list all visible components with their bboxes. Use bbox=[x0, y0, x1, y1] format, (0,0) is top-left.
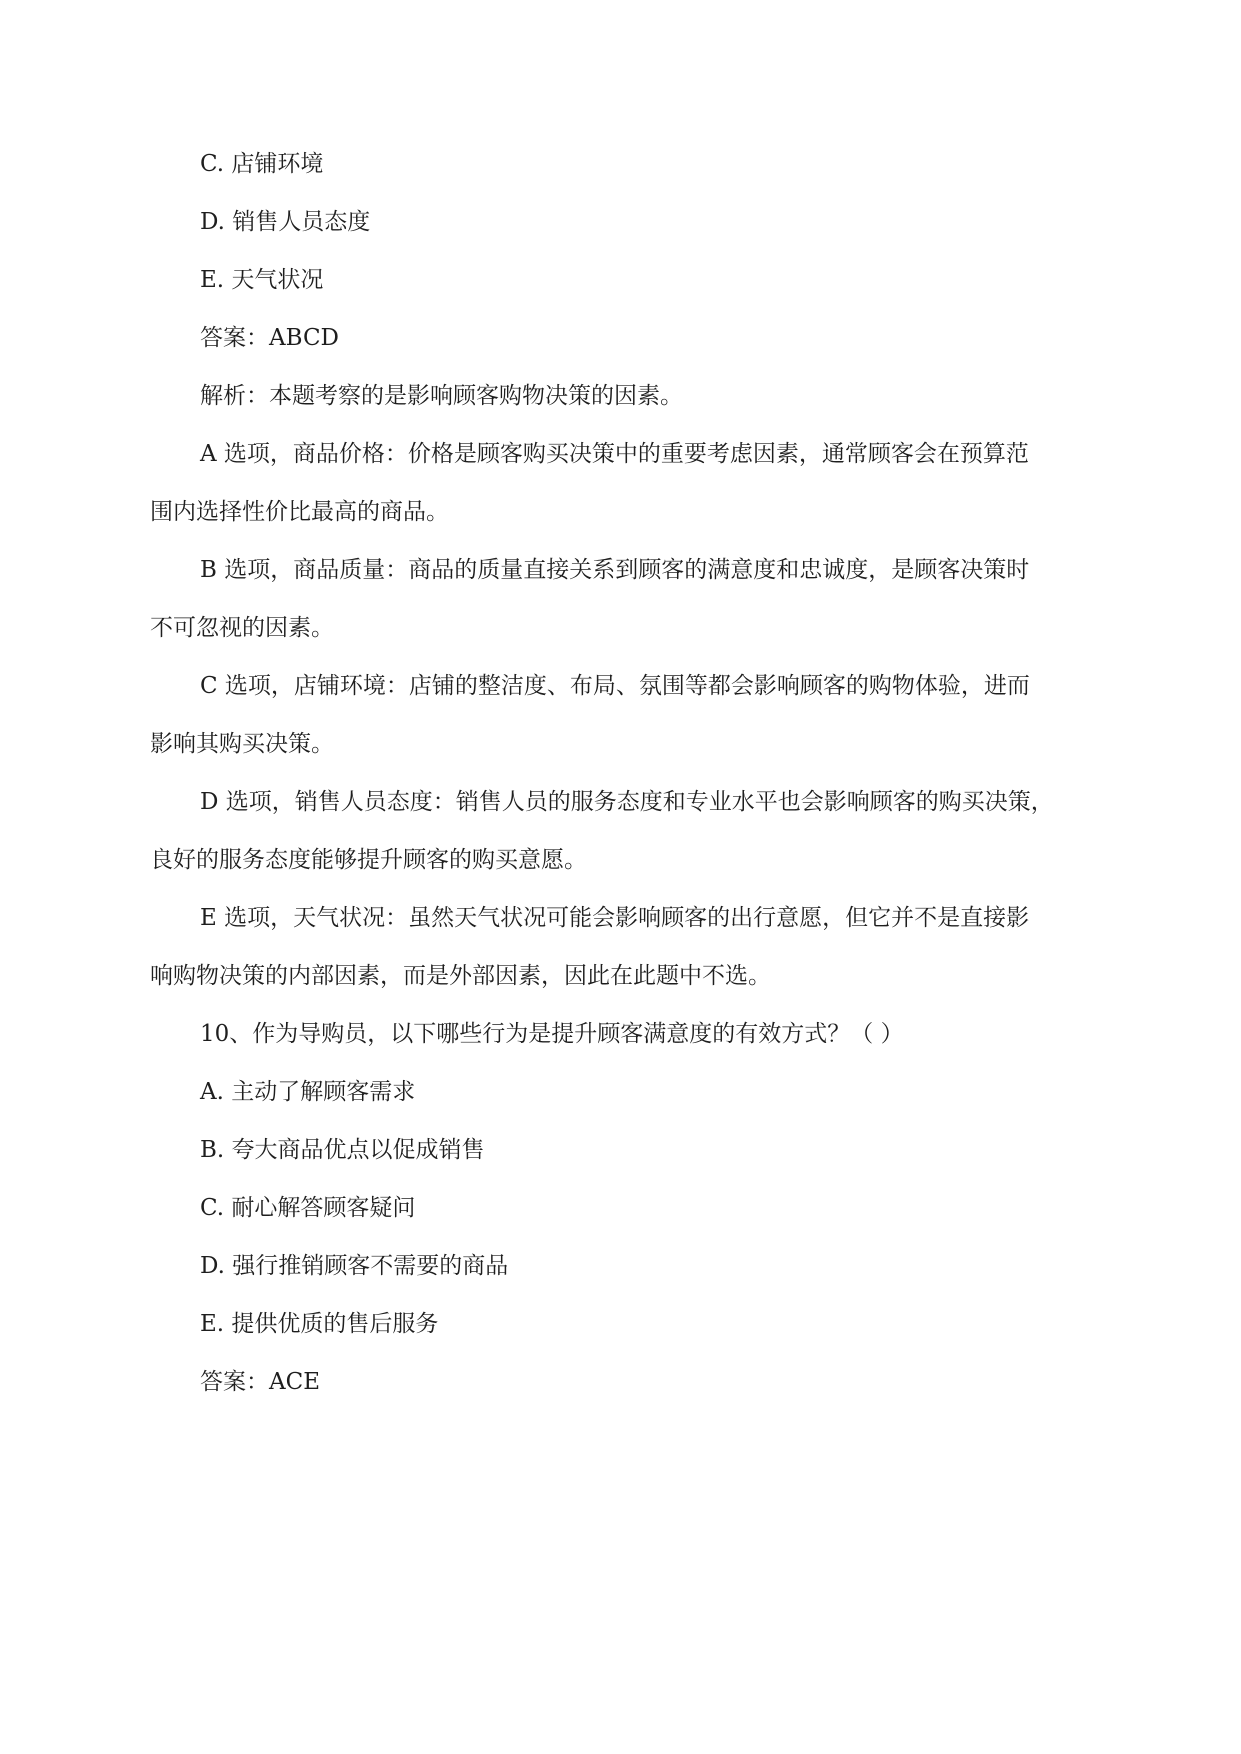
analysis-b-line-2: 不可忽视的因素。 bbox=[150, 615, 334, 641]
analysis-a-line-1: A 选项，商品价格：价格是顾客购买决策中的重要考虑因素，通常顾客会在预算范 bbox=[200, 441, 1029, 467]
option-d-hard-sell: D. 强行推销顾客不需要的商品 bbox=[200, 1253, 509, 1279]
option-c-store-environment: C. 店铺环境 bbox=[200, 151, 324, 177]
question-10: 10、作为导购员，以下哪些行为是提升顾客满意度的有效方式？（ ） bbox=[200, 1021, 904, 1047]
analysis-a-line-2: 围内选择性价比最高的商品。 bbox=[150, 499, 449, 525]
option-a-understand-needs: A. 主动了解顾客需求 bbox=[200, 1079, 416, 1105]
answer-q9: 答案：ABCD bbox=[200, 325, 339, 351]
analysis-d-line-1: D 选项，销售人员态度：销售人员的服务态度和专业水平也会影响顾客的购买决策， bbox=[200, 789, 1054, 815]
analysis-e-line-2: 响购物决策的内部因素，而是外部因素，因此在此题中不选。 bbox=[150, 963, 771, 989]
analysis-c-line-1: C 选项，店铺环境：店铺的整洁度、布局、氛围等都会影响顾客的购物体验，进而 bbox=[200, 673, 1030, 699]
option-e-after-sales: E. 提供优质的售后服务 bbox=[200, 1311, 439, 1337]
analysis-e-line-1: E 选项，天气状况：虽然天气状况可能会影响顾客的出行意愿，但它并不是直接影 bbox=[200, 905, 1030, 931]
analysis-c-line-2: 影响其购买决策。 bbox=[150, 731, 334, 757]
analysis-intro: 解析：本题考察的是影响顾客购物决策的因素。 bbox=[200, 383, 683, 409]
option-b-exaggerate: B. 夸大商品优点以促成销售 bbox=[200, 1137, 485, 1163]
option-c-patient-answers: C. 耐心解答顾客疑问 bbox=[200, 1195, 416, 1221]
option-d-sales-attitude: D. 销售人员态度 bbox=[200, 209, 371, 235]
answer-q10: 答案：ACE bbox=[200, 1369, 320, 1395]
analysis-d-line-2: 良好的服务态度能够提升顾客的购买意愿。 bbox=[150, 847, 587, 873]
option-e-weather: E. 天气状况 bbox=[200, 267, 324, 293]
analysis-b-line-1: B 选项，商品质量：商品的质量直接关系到顾客的满意度和忠诚度，是顾客决策时 bbox=[200, 557, 1030, 583]
